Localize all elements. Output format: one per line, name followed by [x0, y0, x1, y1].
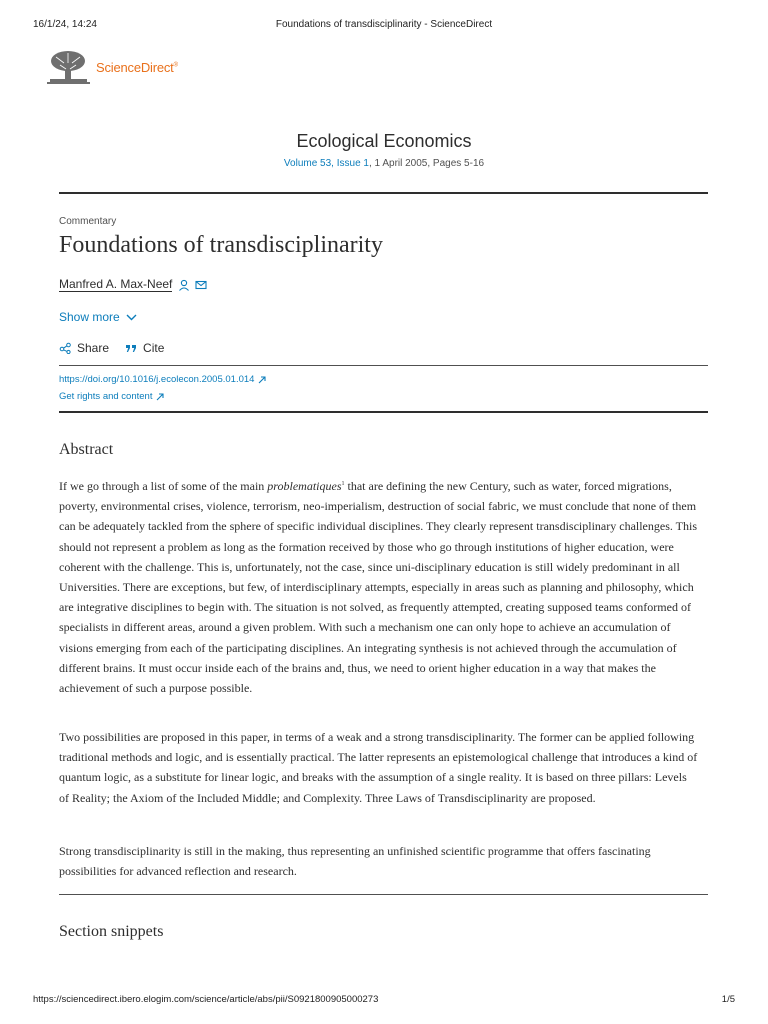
print-header: [0, 19, 768, 33]
article-type: Commentary: [59, 216, 117, 227]
abstract-heading: Abstract: [59, 441, 114, 458]
author-row: [59, 278, 207, 292]
sciencedirect-logo[interactable]: [46, 49, 178, 86]
chevron-down-icon: [126, 314, 137, 321]
abstract-paragraph-3: Strong transdisciplinarity is still in the making, thus representing an unfinished scientific programme that offers fascinating possibilities for advanced reflection and research.: [59, 844, 651, 879]
abstract-paragraph-2: Two possibilities are proposed in this paper, in terms of a weak and a strong transdisciplinarity. The former can be applied following traditional methods and logic, and is essentially practical. The latter represents an epistemological challenge that introduces a kind of quantum logic, as a substitute for linear logic, and breaks with the assumption of a single reality. It is based on three pillars: Levels of Reality; the Axiom of the Included Middle; and Complexity. Three Laws of Transdisciplinarity are proposed.: [59, 730, 698, 805]
author-link[interactable]: Manfred A. Max-Neef: [59, 277, 173, 291]
article-actions: [59, 341, 180, 355]
external-link-icon: [156, 393, 164, 401]
cite-button[interactable]: [125, 341, 164, 355]
quote-icon: [125, 343, 137, 353]
p1-post: that are defining the new Century, such as water, forced migrations, poverty, environmental crises, violence, terrorism, neo-imperialism, destruction of social fabric, we must conclude that none of them can be adequately tackled from the sphere of specific individual disciplines. They clearly represent transdisciplinary challenges. This should not represent a problem as long as the formation received by those who go through institutions of higher education, were coherent with the challenge. This is, unfortunately, not the case, since uni-disciplinary education is still widely predominant in all Universities. There are exceptions, but few, of interdisciplinary attempts, especially in areas such as planning and philosophy, which are integrative disciplines to begin with. The situation is not solved, as frequently attempted, creating supposed teams conformed of specialists in different areas, around a given problem. With such a mechanism one can only hope to achieve an accumulation of visions emerging from each of the participating disciplines. An integrating synthesis is not achieved through the accumulation of different brains. It must occur inside each of the brains and, thus, we need to orient higher education in a way that makes the achievement of such a purpose possible.: [59, 479, 697, 696]
footnote-ref[interactable]: 1: [341, 481, 345, 487]
rights-link[interactable]: [59, 391, 164, 402]
journal-name[interactable]: Ecological Economics: [296, 131, 472, 151]
divider: [59, 365, 708, 366]
email-icon[interactable]: [195, 280, 207, 290]
print-datetime: 16/1/24, 14:24: [33, 19, 97, 30]
print-page-number: 1/5: [721, 994, 735, 1005]
journal-volume-line: [0, 158, 768, 169]
doi-text: https://doi.org/10.1016/j.ecolecon.2005.01.014: [59, 374, 255, 385]
abstract-paragraph-1: [59, 474, 699, 698]
share-icon: [59, 342, 71, 354]
share-label: Share: [77, 341, 110, 355]
volume-separator: ,: [368, 158, 375, 169]
date-pages: 1 April 2005, Pages 5-16: [374, 158, 485, 169]
show-more-label: Show more: [59, 310, 120, 324]
print-page-title: Foundations of transdisciplinarity - ScienceDirect: [275, 19, 493, 30]
share-button[interactable]: [59, 341, 109, 355]
cite-label: Cite: [143, 341, 165, 355]
rights-text: Get rights and content: [59, 391, 153, 402]
brand-name: ScienceDirect: [96, 60, 174, 75]
doi-link[interactable]: [59, 374, 266, 385]
person-icon[interactable]: [178, 279, 190, 291]
brand-superscript: ®: [173, 62, 178, 69]
section-snippets-heading: Section snippets: [59, 923, 164, 940]
elsevier-tree-icon: [46, 49, 91, 86]
show-more-button[interactable]: [59, 310, 137, 324]
p1-emphasis: problematiques: [267, 479, 342, 493]
volume-issue-link[interactable]: Volume 53, Issue 1: [283, 158, 369, 169]
divider: [59, 411, 708, 413]
external-link-icon: [258, 376, 266, 384]
article-title: Foundations of transdisciplinarity: [59, 232, 383, 258]
p1-pre: If we go through a list of some of the main: [59, 479, 268, 493]
divider: [59, 192, 708, 194]
divider: [59, 894, 708, 895]
print-url: https://sciencedirect.ibero.elogim.com/science/article/abs/pii/S0921800905000273: [33, 994, 379, 1005]
